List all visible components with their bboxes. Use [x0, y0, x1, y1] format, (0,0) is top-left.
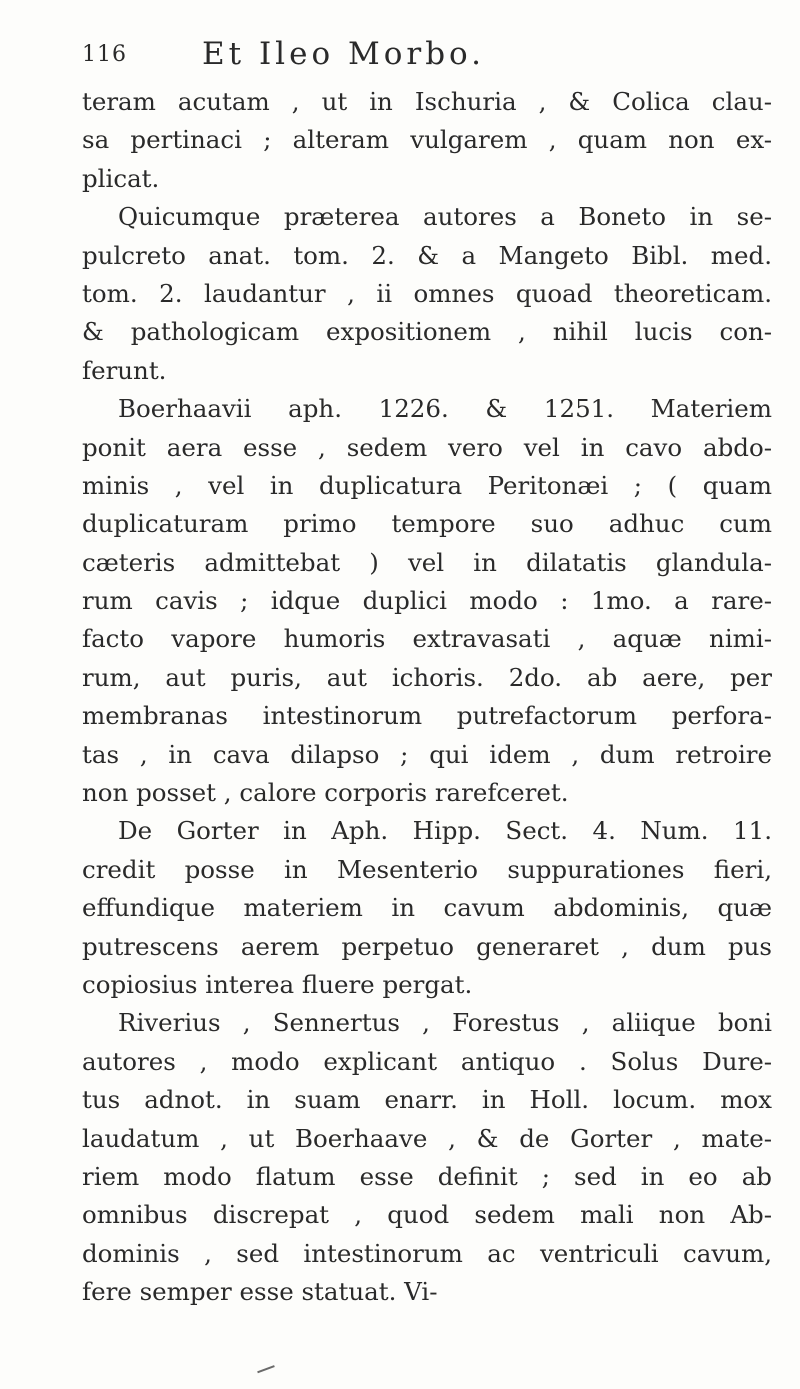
text-line: dominis , sed intestinorum ac ventriculi cavum, — [82, 1238, 772, 1268]
ink-mark — [257, 1365, 277, 1379]
text-line: non posset , calore corporis rarefceret. — [82, 778, 569, 808]
text-line: De Gorter in Aph. Hipp. Sect. 4. Num. 11. — [118, 816, 772, 846]
text-line: & pathologicam expositionem , nihil lucis con- — [82, 317, 772, 347]
text-line: tus adnot. in suam enarr. in Holl. locum. mox — [82, 1085, 772, 1115]
text-line: rum, aut puris, aut ichoris. 2do. ab aere, per — [82, 662, 772, 692]
text-line: membranas intestinorum putrefactorum perfora- — [82, 701, 772, 731]
running-title: Et Ileo Morbo. — [202, 36, 486, 72]
text-line: minis , vel in duplicatura Peritonæi ; ( quam — [82, 470, 772, 500]
text-line: tas , in cava dilapso ; qui idem , dum retroire — [82, 739, 772, 769]
text-line: tom. 2. laudantur , ii omnes quoad theoreticam. — [82, 278, 772, 308]
text-line: pulcreto anat. tom. 2. & a Mangeto Bibl. med. — [82, 240, 772, 270]
text-line: Boerhaavii aph. 1226. & 1251. Materiem — [118, 394, 772, 424]
page-header — [82, 32, 782, 72]
text-line: putrescens aerem perpetuo generaret , dum pus — [82, 931, 772, 961]
text-line: laudatum , ut Boerhaave , & de Gorter , mate- — [82, 1123, 772, 1153]
text-line: omnibus discrepat , quod sedem mali non Ab- — [82, 1200, 772, 1230]
text-line: Riverius , Sennertus , Forestus , aliique boni — [118, 1008, 772, 1038]
body-text — [82, 83, 772, 1312]
text-line: teram acutam , ut in Ischuria , & Colica clau- — [82, 87, 772, 116]
text-line: duplicaturam primo tempore suo adhuc cum — [82, 509, 772, 539]
text-line: effundique materiem in cavum abdominis, quæ — [82, 893, 772, 923]
text-line: rum cavis ; idque duplici modo : 1mo. a rare- — [82, 586, 772, 616]
page-number: 116 — [82, 42, 127, 67]
text-line: ferunt. — [82, 355, 167, 385]
text-line: cæteris admittebat ) vel in dilatatis glandula- — [82, 547, 772, 577]
text-line: riem modo flatum esse definit ; sed in eo ab — [82, 1161, 772, 1191]
text-line: fere semper esse statuat. Vi- — [82, 1277, 438, 1307]
text-line: Quicumque præterea autores a Boneto in se- — [118, 202, 772, 232]
text-line: facto vapore humoris extravasati , aquæ nimi- — [82, 624, 772, 654]
text-line: ponit aera esse , sedem vero vel in cavo abdo- — [82, 432, 772, 462]
text-line: credit posse in Mesenterio suppurationes fieri, — [82, 854, 772, 884]
text-line: plicat. — [82, 163, 160, 193]
text-line: copiosius interea fluere pergat. — [82, 969, 473, 999]
text-line: sa pertinaci ; alteram vulgarem , quam non ex- — [82, 125, 772, 155]
text-line: autores , modo explicant antiquo . Solus Dure- — [82, 1046, 772, 1076]
